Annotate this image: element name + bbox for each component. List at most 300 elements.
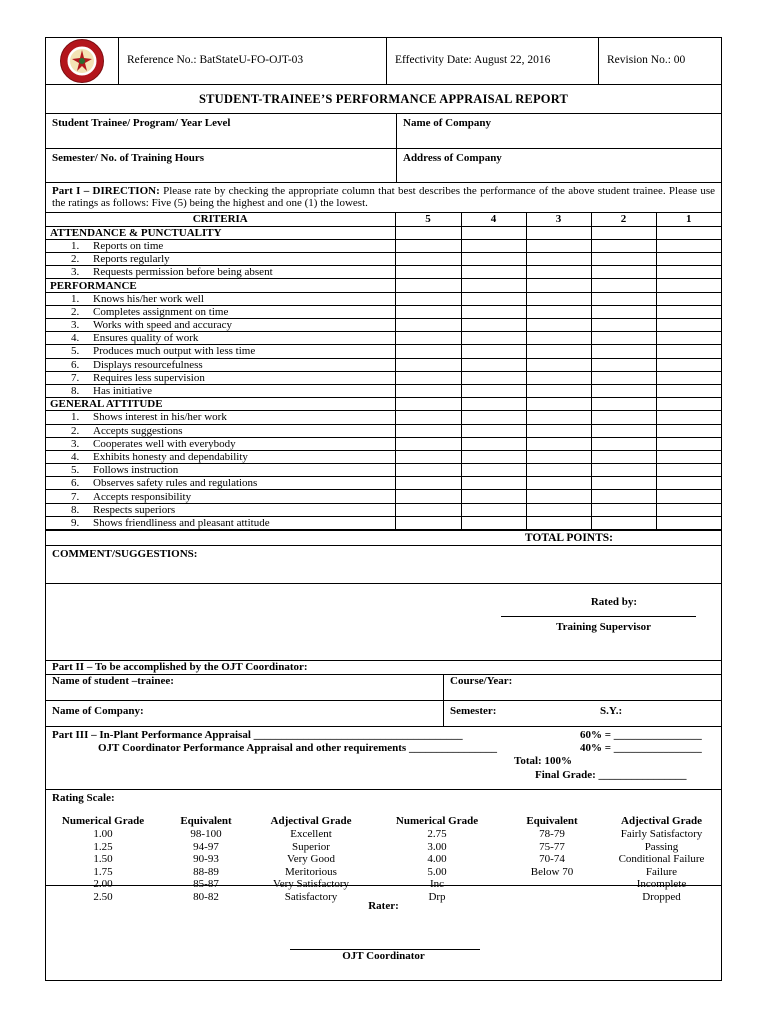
rating-cell[interactable] — [656, 516, 721, 529]
rating-cell[interactable] — [461, 503, 526, 516]
rating-cell[interactable] — [656, 226, 721, 239]
scale-header: Numerical Grade — [61, 815, 145, 828]
info-row — [46, 148, 721, 182]
rating-cell[interactable] — [656, 332, 721, 345]
form-body — [45, 85, 722, 981]
direction-body: Please rate by checking the appropriate column that best describes the performance of the above student trainee. Please use the ratings as follows: Five (5) being the highest and one (1) the lowest. — [52, 185, 716, 209]
item-number: 1. — [71, 411, 80, 424]
scale-cell: Meritorious — [285, 865, 337, 878]
item-text: Respects superiors — [93, 503, 176, 516]
direction-text — [46, 182, 721, 212]
item-number: 5. — [71, 345, 80, 358]
rating-cell[interactable] — [395, 477, 461, 490]
item-number: 4. — [71, 332, 80, 345]
item-number: 3. — [71, 266, 80, 279]
rating-cell[interactable] — [656, 279, 721, 292]
ojt-coordinator-label: OJT Coordinator — [342, 950, 425, 962]
criteria-header: CRITERIA — [46, 213, 395, 226]
criteria-item-row — [46, 253, 721, 266]
criteria-table — [46, 213, 721, 530]
rating-cell[interactable] — [526, 319, 591, 332]
rating-cell[interactable] — [591, 332, 656, 345]
trainee-field[interactable]: Student Trainee/ Program/ Year Level — [46, 114, 397, 148]
rating-cell[interactable] — [395, 319, 461, 332]
rating-cell[interactable] — [395, 464, 461, 477]
item-number: 1. — [71, 239, 80, 252]
item-text: Works with speed and accuracy — [93, 319, 233, 332]
rating-cell[interactable] — [461, 319, 526, 332]
item-text: Cooperates well with everybody — [93, 437, 236, 450]
scale-header: Adjectival Grade — [270, 815, 352, 828]
rating-cell[interactable] — [656, 371, 721, 384]
scale-cell: 94-97 — [193, 840, 219, 853]
rating-cell[interactable] — [395, 398, 461, 411]
rating-cell[interactable] — [461, 253, 526, 266]
rating-scale — [46, 789, 721, 903]
scale-cell: 70-74 — [539, 853, 565, 866]
rating-cell[interactable] — [591, 516, 656, 529]
rating-cell[interactable] — [591, 371, 656, 384]
scale-cell: Excellent — [290, 828, 332, 841]
rating-4-header: 4 — [461, 213, 526, 226]
criteria-item-row — [46, 503, 721, 516]
part2-title: Part II – To be accomplished by the OJT Coordinator: — [46, 660, 721, 674]
item-text: Displays resourcefulness — [93, 358, 203, 371]
item-text: Observes safety rules and regulations — [93, 477, 258, 490]
item-number: 2. — [71, 253, 80, 266]
part2-row-1 — [46, 674, 721, 700]
part3-pct1[interactable]: 60% = ________________ — [580, 729, 702, 741]
training-supervisor-label: Training Supervisor — [556, 621, 651, 633]
criteria-item-row — [46, 345, 721, 358]
criteria-item-row — [46, 490, 721, 503]
scale-header: Adjectival Grade — [621, 815, 702, 828]
criteria-item-row — [46, 292, 721, 305]
item-text: Accepts responsibility — [93, 490, 192, 503]
part3-line1: Part III – In-Plant Performance Appraisal ______________________________________ — [52, 729, 463, 741]
scale-cell: 1.00 — [93, 828, 113, 841]
rating-cell[interactable] — [395, 279, 461, 292]
direction-lead: Part I – DIRECTION: — [52, 185, 160, 197]
rating-cell[interactable] — [591, 464, 656, 477]
revision-number: Revision No.: 00 — [607, 54, 686, 67]
rating-cell[interactable] — [395, 516, 461, 529]
scale-cell: Dropped — [642, 890, 681, 903]
item-text: Requires less supervision — [93, 371, 205, 384]
part3-total: Total: 100% — [514, 755, 572, 767]
rating-cell[interactable] — [395, 332, 461, 345]
university-logo — [46, 38, 119, 84]
rating-cell[interactable] — [591, 437, 656, 450]
rating-cell[interactable] — [395, 424, 461, 437]
rating-cell[interactable] — [461, 464, 526, 477]
rating-cell[interactable] — [461, 345, 526, 358]
criteria-item — [46, 253, 395, 266]
criteria-section-row — [46, 398, 721, 411]
rating-cell[interactable] — [591, 477, 656, 490]
company-field[interactable]: Name of Company — [403, 117, 491, 129]
rating-cell[interactable] — [526, 239, 591, 252]
item-text: Ensures quality of work — [93, 332, 199, 345]
criteria-item-row — [46, 411, 721, 424]
criteria-item-row — [46, 464, 721, 477]
scale-cell: 4.00 — [427, 853, 447, 866]
criteria-item — [46, 477, 395, 490]
sy-field[interactable]: S.Y.: — [600, 705, 623, 717]
rating-cell[interactable] — [591, 279, 656, 292]
rating-cell[interactable] — [395, 305, 461, 318]
rating-cell[interactable] — [656, 253, 721, 266]
item-number: 6. — [71, 358, 80, 371]
rated-by-block — [46, 583, 721, 660]
criteria-item-row — [46, 371, 721, 384]
rating-cell[interactable] — [656, 345, 721, 358]
rating-cell[interactable] — [461, 226, 526, 239]
criteria-item — [46, 384, 395, 397]
item-number: 4. — [71, 450, 80, 463]
rating-cell[interactable] — [591, 226, 656, 239]
rating-cell[interactable] — [591, 305, 656, 318]
criteria-item-row — [46, 319, 721, 332]
criteria-item-row — [46, 516, 721, 529]
rating-scale-label: Rating Scale: — [52, 792, 115, 804]
item-number: 3. — [71, 319, 80, 332]
rating-cell[interactable] — [526, 253, 591, 266]
criteria-item — [46, 345, 395, 358]
rating-cell[interactable] — [395, 226, 461, 239]
scale-cell: 2.75 — [427, 828, 447, 841]
rating-cell[interactable] — [656, 424, 721, 437]
item-text: Produces much output with less time — [93, 345, 256, 358]
seal-icon — [59, 38, 105, 84]
criteria-item — [46, 358, 395, 371]
company-name-field[interactable]: Name of Company: — [46, 701, 444, 726]
item-text: Has initiative — [93, 385, 152, 398]
section-title: GENERAL ATTITUDE — [46, 398, 395, 411]
item-number: 8. — [71, 503, 80, 516]
scale-cell: 2.50 — [93, 890, 113, 903]
criteria-item — [46, 292, 395, 305]
effectivity-date: Effectivity Date: August 22, 2016 — [387, 38, 599, 84]
rated-by-label: Rated by: — [590, 596, 637, 608]
rating-cell[interactable] — [461, 398, 526, 411]
scale-cell: 1.50 — [93, 853, 113, 866]
rating-cell[interactable] — [591, 266, 656, 279]
criteria-item — [46, 424, 395, 437]
rating-1-header: 1 — [656, 213, 721, 226]
criteria-item — [46, 464, 395, 477]
scale-cell: Very Good — [287, 853, 335, 866]
criteria-item-row — [46, 477, 721, 490]
criteria-item-row — [46, 332, 721, 345]
item-text: Requests permission before being absent — [93, 266, 273, 279]
rating-cell[interactable] — [656, 319, 721, 332]
rating-cell[interactable] — [395, 503, 461, 516]
rating-cell[interactable] — [591, 253, 656, 266]
scale-cell: 2.00 — [93, 878, 113, 891]
scale-cell: 80-82 — [193, 890, 219, 903]
part3-block — [46, 726, 721, 789]
scale-cell: Passing — [644, 840, 679, 853]
scale-header: Equivalent — [180, 815, 232, 828]
comment-suggestions[interactable]: COMMENT/SUGGESTIONS: — [46, 545, 721, 583]
rating-cell[interactable] — [656, 266, 721, 279]
rating-cell[interactable] — [395, 450, 461, 463]
rating-cell[interactable] — [461, 358, 526, 371]
criteria-item-row — [46, 358, 721, 371]
criteria-section — [46, 212, 721, 545]
scale-header: Numerical Grade — [395, 815, 479, 828]
item-number: 7. — [71, 490, 80, 503]
scale-cell: Inc — [429, 878, 445, 891]
scale-cell: Very Satisfactory — [272, 878, 350, 891]
criteria-item — [46, 319, 395, 332]
rating-cell[interactable] — [461, 516, 526, 529]
rating-cell[interactable] — [526, 503, 591, 516]
scale-cell: 78-79 — [539, 828, 565, 841]
rating-cell[interactable] — [656, 411, 721, 424]
criteria-item-row — [46, 266, 721, 279]
rating-cell[interactable] — [656, 384, 721, 397]
item-text: Reports regularly — [93, 253, 170, 266]
rating-cell[interactable] — [656, 464, 721, 477]
rating-cell[interactable] — [591, 490, 656, 503]
rating-cell[interactable] — [395, 345, 461, 358]
rating-cell[interactable] — [526, 398, 591, 411]
criteria-item-row — [46, 239, 721, 252]
address-field[interactable]: Address of Company — [403, 152, 502, 164]
rating-cell[interactable] — [526, 371, 591, 384]
rating-cell[interactable] — [395, 253, 461, 266]
criteria-item — [46, 266, 395, 279]
criteria-item-row — [46, 437, 721, 450]
rating-cell[interactable] — [526, 384, 591, 397]
scale-cell: 85-87 — [193, 878, 219, 891]
scale-cell: 3.00 — [427, 840, 447, 853]
rating-cell[interactable] — [656, 398, 721, 411]
scale-header: Equivalent — [526, 815, 578, 828]
form-header — [45, 37, 722, 85]
rating-cell[interactable] — [395, 384, 461, 397]
rating-cell[interactable] — [461, 371, 526, 384]
student-name-field[interactable]: Name of student –trainee: — [46, 675, 444, 700]
rating-cell[interactable] — [656, 239, 721, 252]
rating-cell[interactable] — [591, 239, 656, 252]
rating-cell[interactable] — [395, 239, 461, 252]
rating-cell[interactable] — [591, 358, 656, 371]
item-number: 6. — [71, 477, 80, 490]
rating-cell[interactable] — [526, 450, 591, 463]
rating-cell[interactable] — [526, 332, 591, 345]
criteria-section-row — [46, 279, 721, 292]
scale-cell: 1.25 — [93, 840, 113, 853]
rating-5-header: 5 — [395, 213, 461, 226]
rating-cell[interactable] — [461, 384, 526, 397]
semester-field[interactable]: Semester/ No. of Training Hours — [46, 149, 397, 182]
criteria-header-row — [46, 213, 721, 226]
rating-cell[interactable] — [526, 358, 591, 371]
rating-cell[interactable] — [591, 345, 656, 358]
rating-cell[interactable] — [656, 437, 721, 450]
item-text: Shows friendliness and pleasant attitude — [93, 516, 270, 529]
rating-cell[interactable] — [526, 516, 591, 529]
rating-cell[interactable] — [526, 490, 591, 503]
scale-cell: Superior — [292, 840, 330, 853]
rating-cell[interactable] — [461, 279, 526, 292]
semester-sy-group — [444, 701, 721, 726]
rating-cell[interactable] — [526, 226, 591, 239]
rating-cell[interactable] — [591, 319, 656, 332]
scale-row — [46, 828, 723, 841]
criteria-item — [46, 239, 395, 252]
rating-cell[interactable] — [526, 437, 591, 450]
part2-row-2 — [46, 700, 721, 726]
rating-cell[interactable] — [591, 424, 656, 437]
rating-cell[interactable] — [395, 292, 461, 305]
reference-number: Reference No.: BatStateU-FO-OJT-03 — [119, 38, 387, 84]
rating-cell[interactable] — [526, 305, 591, 318]
rating-cell[interactable] — [461, 411, 526, 424]
rating-cell[interactable] — [395, 490, 461, 503]
rating-cell[interactable] — [656, 490, 721, 503]
rating-cell[interactable] — [656, 503, 721, 516]
scale-cell: 75-77 — [539, 840, 565, 853]
item-text: Follows instruction — [93, 464, 179, 477]
item-text: Shows interest in his/her work — [93, 411, 227, 424]
scale-header-row — [46, 815, 723, 828]
scale-cell: Failure — [645, 865, 678, 878]
rating-cell[interactable] — [526, 411, 591, 424]
rating-cell[interactable] — [526, 477, 591, 490]
rating-cell[interactable] — [526, 464, 591, 477]
rating-cell[interactable] — [656, 305, 721, 318]
item-number: 9. — [71, 516, 80, 529]
rating-cell[interactable] — [461, 332, 526, 345]
appraisal-form — [45, 37, 722, 981]
item-text: Exhibits honesty and dependability — [93, 450, 248, 463]
rating-cell[interactable] — [461, 305, 526, 318]
rating-cell[interactable] — [591, 398, 656, 411]
criteria-item-row — [46, 305, 721, 318]
trainee-info — [46, 113, 721, 182]
info-row — [46, 114, 721, 148]
criteria-item — [46, 305, 395, 318]
rating-cell[interactable] — [461, 424, 526, 437]
rating-cell[interactable] — [461, 437, 526, 450]
rating-cell[interactable] — [591, 503, 656, 516]
item-number: 2. — [71, 424, 80, 437]
scale-row — [46, 841, 723, 854]
rating-2-header: 2 — [591, 213, 656, 226]
scale-cell: 88-89 — [193, 865, 219, 878]
rating-cell[interactable] — [461, 490, 526, 503]
item-number: 1. — [71, 292, 80, 305]
criteria-item — [46, 371, 395, 384]
course-year-field[interactable]: Course/Year: — [450, 675, 513, 687]
criteria-item — [46, 437, 395, 450]
scale-cell: 98-100 — [190, 828, 222, 841]
rating-cell[interactable] — [526, 424, 591, 437]
item-text: Reports on time — [93, 239, 164, 252]
scale-cell: 90-93 — [193, 853, 219, 866]
final-grade[interactable]: Final Grade: ________________ — [535, 769, 687, 781]
rating-cell[interactable] — [395, 437, 461, 450]
part3-pct2[interactable]: 40% = ________________ — [580, 742, 702, 754]
scale-cell: Conditional Failure — [618, 853, 705, 866]
item-number: 5. — [71, 464, 80, 477]
rating-cell[interactable] — [461, 239, 526, 252]
total-points: TOTAL POINTS: — [46, 530, 721, 545]
rating-cell[interactable] — [526, 292, 591, 305]
rating-cell[interactable] — [526, 266, 591, 279]
item-number: 8. — [71, 385, 80, 398]
scale-cell: Drp — [428, 890, 446, 903]
rating-cell[interactable] — [591, 450, 656, 463]
rating-cell[interactable] — [526, 345, 591, 358]
rating-cell[interactable] — [591, 292, 656, 305]
rating-cell[interactable] — [395, 371, 461, 384]
scale-cell: Fairly Satisfactory — [620, 828, 703, 841]
rating-cell[interactable] — [656, 477, 721, 490]
criteria-item — [46, 503, 395, 516]
rating-cell[interactable] — [461, 266, 526, 279]
rating-cell[interactable] — [461, 292, 526, 305]
criteria-item — [46, 332, 395, 345]
scale-row — [46, 853, 723, 866]
scale-row — [46, 866, 723, 879]
rating-cell[interactable] — [395, 358, 461, 371]
item-text: Completes assignment on time — [93, 305, 229, 318]
item-text: Knows his/her work well — [93, 292, 204, 305]
rating-cell[interactable] — [395, 266, 461, 279]
criteria-section-row — [46, 226, 721, 239]
criteria-item — [46, 490, 395, 503]
rating-cell[interactable] — [395, 411, 461, 424]
form-title: STUDENT-TRAINEE’S PERFORMANCE APPRAISAL REPORT — [198, 92, 569, 106]
section-title: PERFORMANCE — [46, 279, 395, 292]
rating-cell[interactable] — [461, 477, 526, 490]
signature-line[interactable] — [501, 616, 696, 617]
scale-cell: 1.75 — [93, 865, 113, 878]
rating-cell[interactable] — [656, 292, 721, 305]
rating-cell[interactable] — [591, 411, 656, 424]
criteria-item — [46, 411, 395, 424]
part3-line2: OJT Coordinator Performance Appraisal and other requirements ________________ — [98, 742, 497, 754]
item-number: 7. — [71, 371, 80, 384]
rating-cell[interactable] — [656, 358, 721, 371]
scale-cell: Incomplete — [636, 878, 687, 891]
criteria-item-row — [46, 384, 721, 397]
item-text: Accepts suggestions — [93, 424, 183, 437]
rating-cell[interactable] — [656, 450, 721, 463]
rating-cell[interactable] — [591, 384, 656, 397]
criteria-item — [46, 516, 395, 529]
rater-block — [46, 885, 721, 980]
rater-label: Rater: — [368, 900, 399, 912]
item-number: 2. — [71, 305, 80, 318]
item-number: 3. — [71, 437, 80, 450]
rating-cell[interactable] — [461, 450, 526, 463]
section-title: ATTENDANCE & PUNCTUALITY — [46, 226, 395, 239]
criteria-item-row — [46, 424, 721, 437]
rating-cell[interactable] — [526, 279, 591, 292]
scale-cell: 5.00 — [427, 865, 447, 878]
criteria-item-row — [46, 450, 721, 463]
rating-3-header: 3 — [526, 213, 591, 226]
semester-field[interactable]: Semester: — [450, 705, 497, 717]
criteria-item — [46, 450, 395, 463]
scale-cell: Satisfactory — [284, 890, 338, 903]
